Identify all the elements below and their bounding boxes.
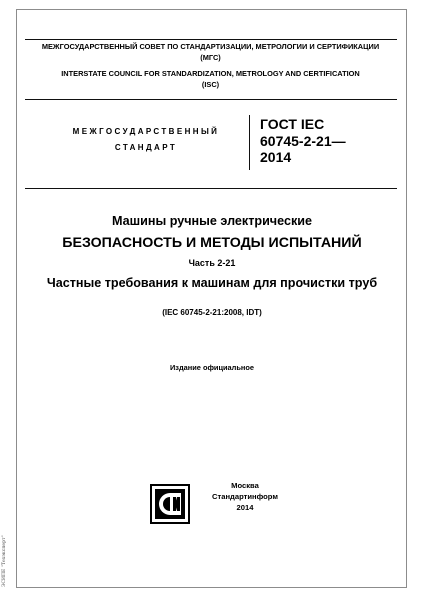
council-name-ru: МЕЖГОСУДАРСТВЕННЫЙ СОВЕТ ПО СТАНДАРТИЗАЦИИ, МЕТРОЛОГИИ И СЕРТИФИКАЦИИ: [41, 42, 380, 51]
classification-line-1: МЕЖГОСУДАРСТВЕННЫЙ: [72, 127, 220, 136]
title-line-2: БЕЗОПАСНОСТЬ И МЕТОДЫ ИСПЫТАНИЙ: [62, 235, 362, 251]
standard-designation: [260, 116, 400, 166]
edition-label: Издание официальное: [169, 363, 254, 372]
header-bottom-rule: [25, 99, 397, 100]
classification-line-2: СТАНДАРТ: [114, 143, 178, 152]
standard-classification: [66, 124, 226, 156]
publisher-info: [205, 480, 285, 514]
designation-line-2: 60745-2-21—: [260, 132, 346, 149]
council-abbr-en: (ISC): [201, 79, 220, 89]
designation-bottom-rule: [25, 188, 397, 189]
publisher-year: 2014: [236, 503, 254, 513]
top-rule: [25, 39, 397, 40]
standartinform-logo-icon: [150, 484, 190, 524]
publisher-name: Стандартинформ: [212, 492, 278, 502]
publisher-city: Москва: [231, 481, 259, 490]
council-abbr-ru: (МГС): [200, 52, 221, 62]
source-standard: (IEC 60745-2-21:2008, IDT): [162, 308, 262, 317]
side-stamp: ЭСИПЕ "Техэксперт": [2, 535, 7, 587]
designation-line-3: 2014: [260, 149, 292, 165]
designation-divider: [249, 115, 250, 170]
designation-line-1: ГОСТ IEC: [260, 116, 325, 132]
title-line-1: Машины ручные электрические: [111, 214, 313, 228]
council-name-en: INTERSTATE COUNCIL FOR STANDARDIZATION, METROLOGY AND CERTIFICATION: [61, 69, 360, 78]
document-title: [28, 213, 396, 318]
council-header: [38, 42, 383, 90]
part-subtitle: Частные требования к машинам для прочистки труб: [46, 276, 378, 290]
part-number: Часть 2-21: [188, 258, 236, 268]
